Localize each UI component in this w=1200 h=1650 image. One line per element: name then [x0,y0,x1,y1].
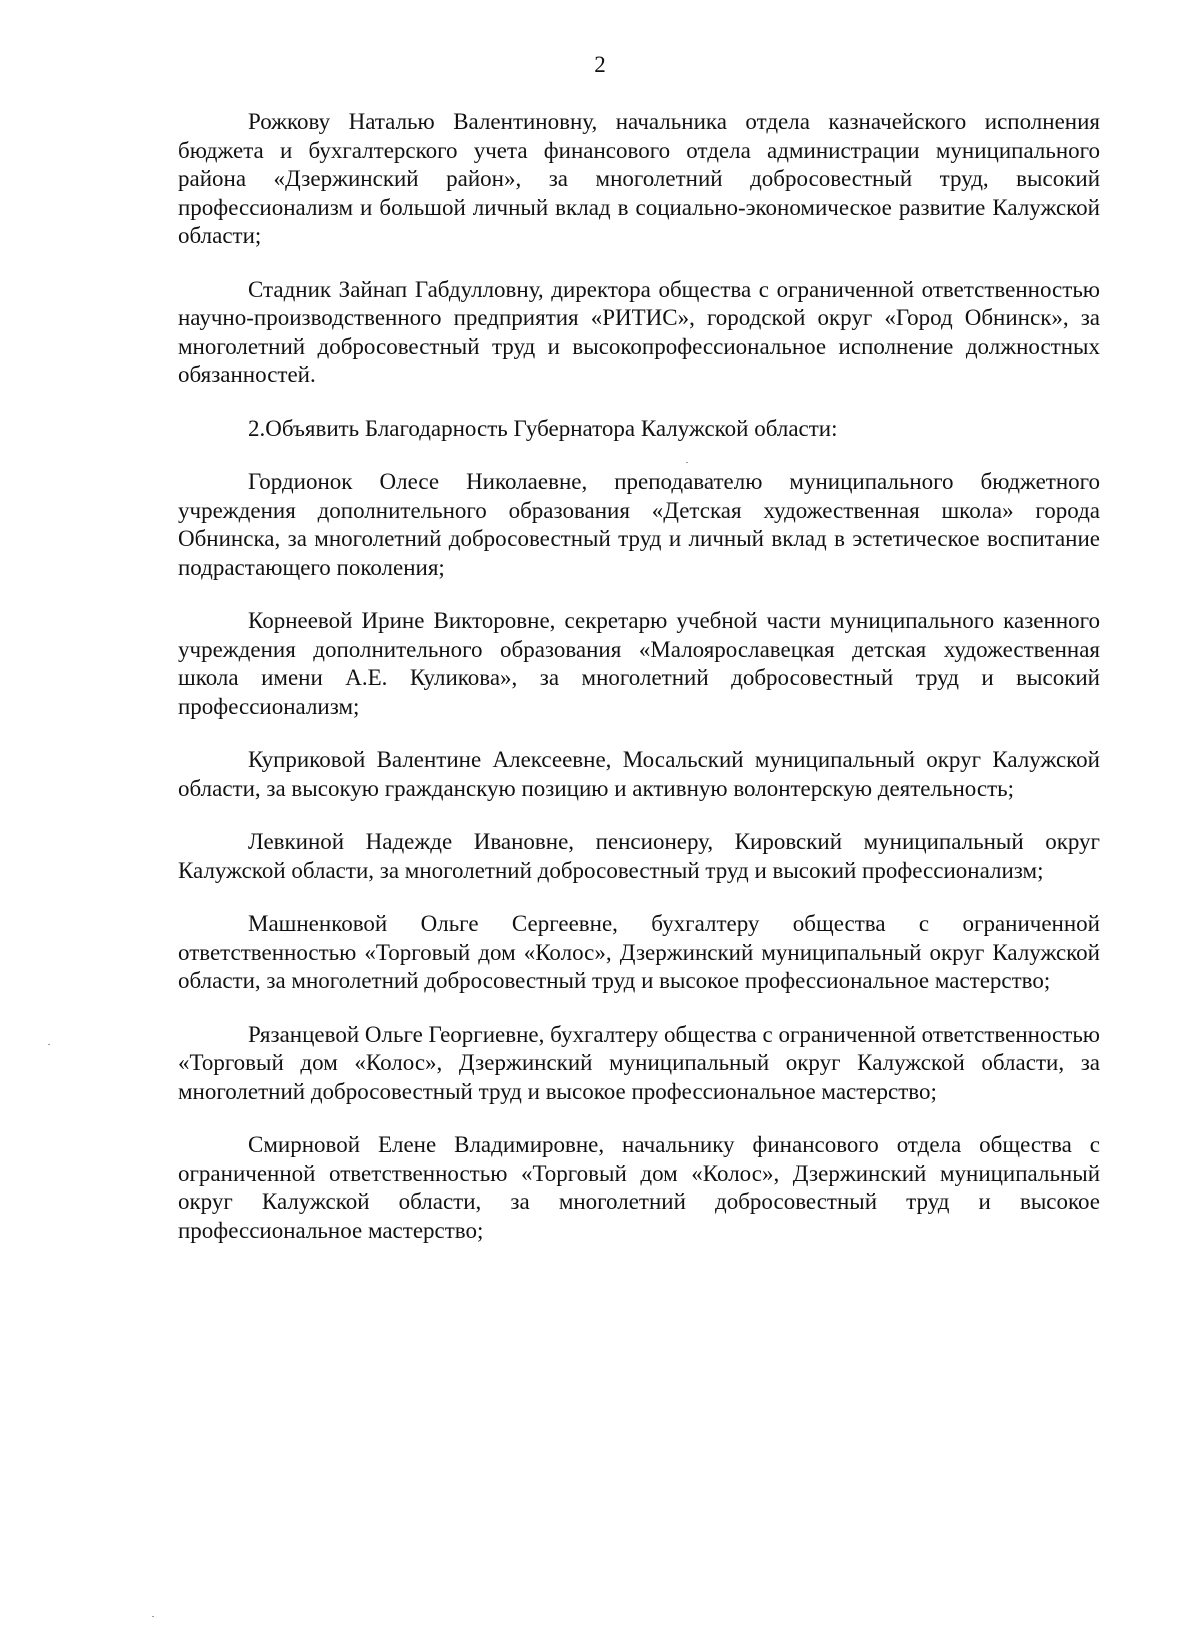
page-number: 2 [594,52,606,77]
gratitude-paragraph-gordionok: Гордионок Олесе Николаевне, преподавателю муниципального бюджетного учреждения дополнительного образования «Детская художественная школа» города Обнинска, за многолетний добросовестный труд и личный вклад в эстетическое воспитание подрастающего поколения; [178,469,1100,580]
gratitude-paragraph-levkina: Левкиной Надежде Ивановне, пенсионеру, Кировский муниципальный округ Калужской области, за многолетний добросовестный труд и высокий профессионализм; [178,829,1100,883]
section-heading-gratitude: 2.Объявить Благодарность Губернатора Калужской области: [248,415,838,441]
gratitude-paragraph-mashnenkova: Машненковой Ольге Сергеевне, бухгалтеру общества с ограниченной ответственностью «Торговый дом «Колос», Дзержинский муниципальный округ Калужской области, за многолетний добросовестный труд и высокое профессиональное мастерство; [178,911,1100,993]
award-paragraph-stadnik: Стадник Зайнап Габдулловну, директора общества с ограниченной ответственностью научно-производственного предприятия «РИТИС», городской округ «Город Обнинск», за многолетний добросовестный труд и высокопрофессиональное исполнение должностных обязанностей. [178,276,1100,387]
gratitude-paragraph-ryazantseva: Рязанцевой Ольге Георгиевне, бухгалтеру общества с ограниченной ответственностью «Торговый дом «Колос», Дзержинский муниципальный округ Калужской области, за многолетний добросовестный труд и высокое профессиональное мастерство; [178,1021,1100,1104]
document-body [178,108,1100,1270]
scan-speck [152,1616,154,1617]
gratitude-paragraph-korneeva: Корнеевой Ирине Викторовне, секретарю учебной части муниципального казенного учреждения дополнительного образования «Малоярославецкая детская художественная школа имени А.Е. Куликова», за многолетний добросовестный труд и высокий профессионализм; [178,608,1100,719]
scan-speck [48,1044,50,1045]
award-paragraph-rozhkova: Рожкову Наталью Валентиновну, начальника отдела казначейского исполнения бюджета и бухгалтерского учета финансового отдела администрации муниципального района «Дзержинский район», за многолетний добросовестный труд, высокий профессионализм и большой личный вклад в социально-экономическое развитие Калужской области; [178,109,1100,248]
scan-speck [686,462,688,463]
gratitude-paragraph-kuprikova: Куприковой Валентине Алексеевне, Мосальский муниципальный округ Калужской области, за высокую гражданскую позицию и активную волонтерскую деятельность; [178,747,1100,801]
gratitude-paragraph-smirnova: Смирновой Елене Владимировне, начальнику финансового отдела общества с ограниченной ответственностью «Торговый дом «Колос», Дзержинский муниципальный округ Калужской области, за многолетний добросовестный труд и высокое профессиональное мастерство; [178,1132,1100,1243]
